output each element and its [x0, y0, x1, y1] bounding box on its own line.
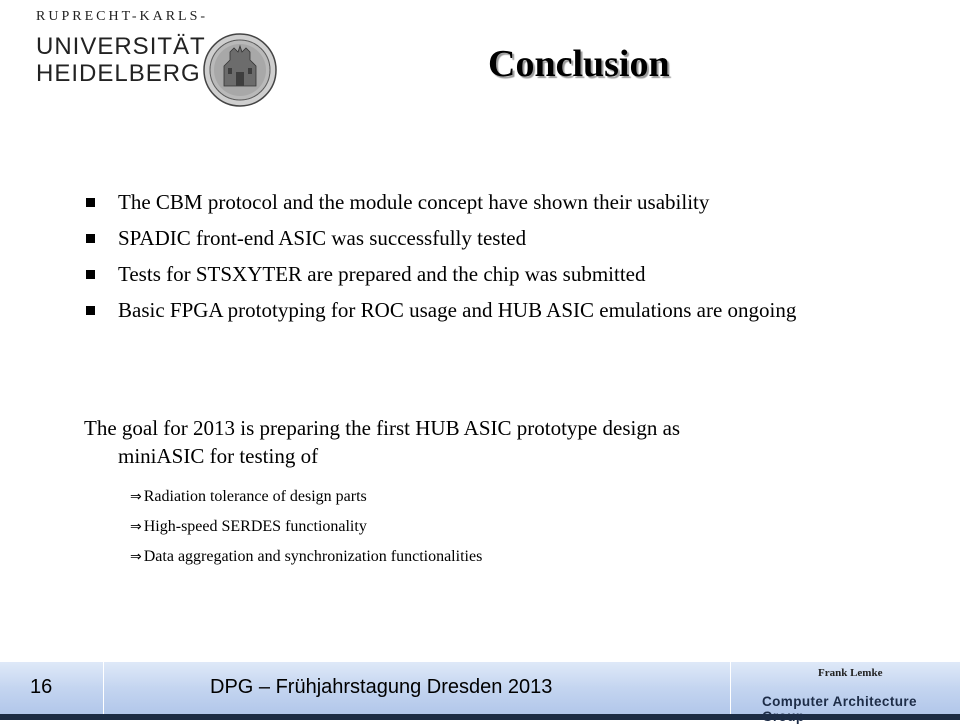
logo-line-2: UNIVERSITÄT: [36, 33, 206, 60]
sub-item: [130, 512, 482, 542]
conference-name: DPG – Frühjahrstagung Dresden 2013: [210, 676, 553, 698]
implies-arrow-icon: ⇒: [130, 549, 142, 565]
university-logo: [36, 8, 208, 87]
bullet-text: The CBM protocol and the module concept have shown their usability: [118, 190, 710, 214]
sub-item: [130, 542, 482, 572]
footer-divider: [103, 662, 104, 714]
bullet-item: [84, 296, 884, 324]
bullet-text: Tests for STSXYTER are prepared and the chip was submitted: [118, 262, 646, 286]
goal-sub-list: [130, 482, 482, 572]
bullet-text: SPADIC front-end ASIC was successfully tested: [118, 226, 527, 250]
logo-line-1: RUPRECHT-KARLS-: [36, 9, 209, 24]
page-number: 16: [30, 676, 53, 698]
author-name: Frank Lemke: [818, 667, 883, 679]
bullet-item: [84, 260, 884, 288]
logo-line-3: HEIDELBERG: [36, 60, 201, 87]
bullet-item: [84, 188, 884, 216]
sub-item-text: Radiation tolerance of design parts: [143, 488, 367, 505]
goal-line-1: The goal for 2013 is preparing the first HUB ASIC prototype design as: [84, 416, 681, 440]
implies-arrow-icon: ⇒: [130, 489, 142, 505]
slide-title: Conclusion: [488, 43, 670, 85]
square-bullet-icon: [86, 234, 95, 243]
university-seal-icon: [202, 32, 278, 108]
square-bullet-icon: [86, 198, 95, 207]
slide-footer: [0, 662, 960, 724]
square-bullet-icon: [86, 306, 95, 315]
footer-divider: [730, 662, 731, 714]
bullet-text: Basic FPGA prototyping for ROC usage and HUB ASIC emulations are ongoing: [118, 298, 797, 322]
goal-line-2: miniASIC for testing of: [118, 444, 319, 468]
square-bullet-icon: [86, 270, 95, 279]
goal-paragraph: [84, 414, 864, 470]
sub-item: [130, 482, 482, 512]
sub-item-text: High-speed SERDES functionality: [143, 518, 367, 535]
implies-arrow-icon: ⇒: [130, 519, 142, 535]
bullet-item: [84, 224, 884, 252]
conclusion-bullet-list: [84, 188, 884, 332]
sub-item-text: Data aggregation and synchronization functionalities: [143, 548, 483, 565]
group-name: Computer Architecture Group: [762, 694, 917, 724]
